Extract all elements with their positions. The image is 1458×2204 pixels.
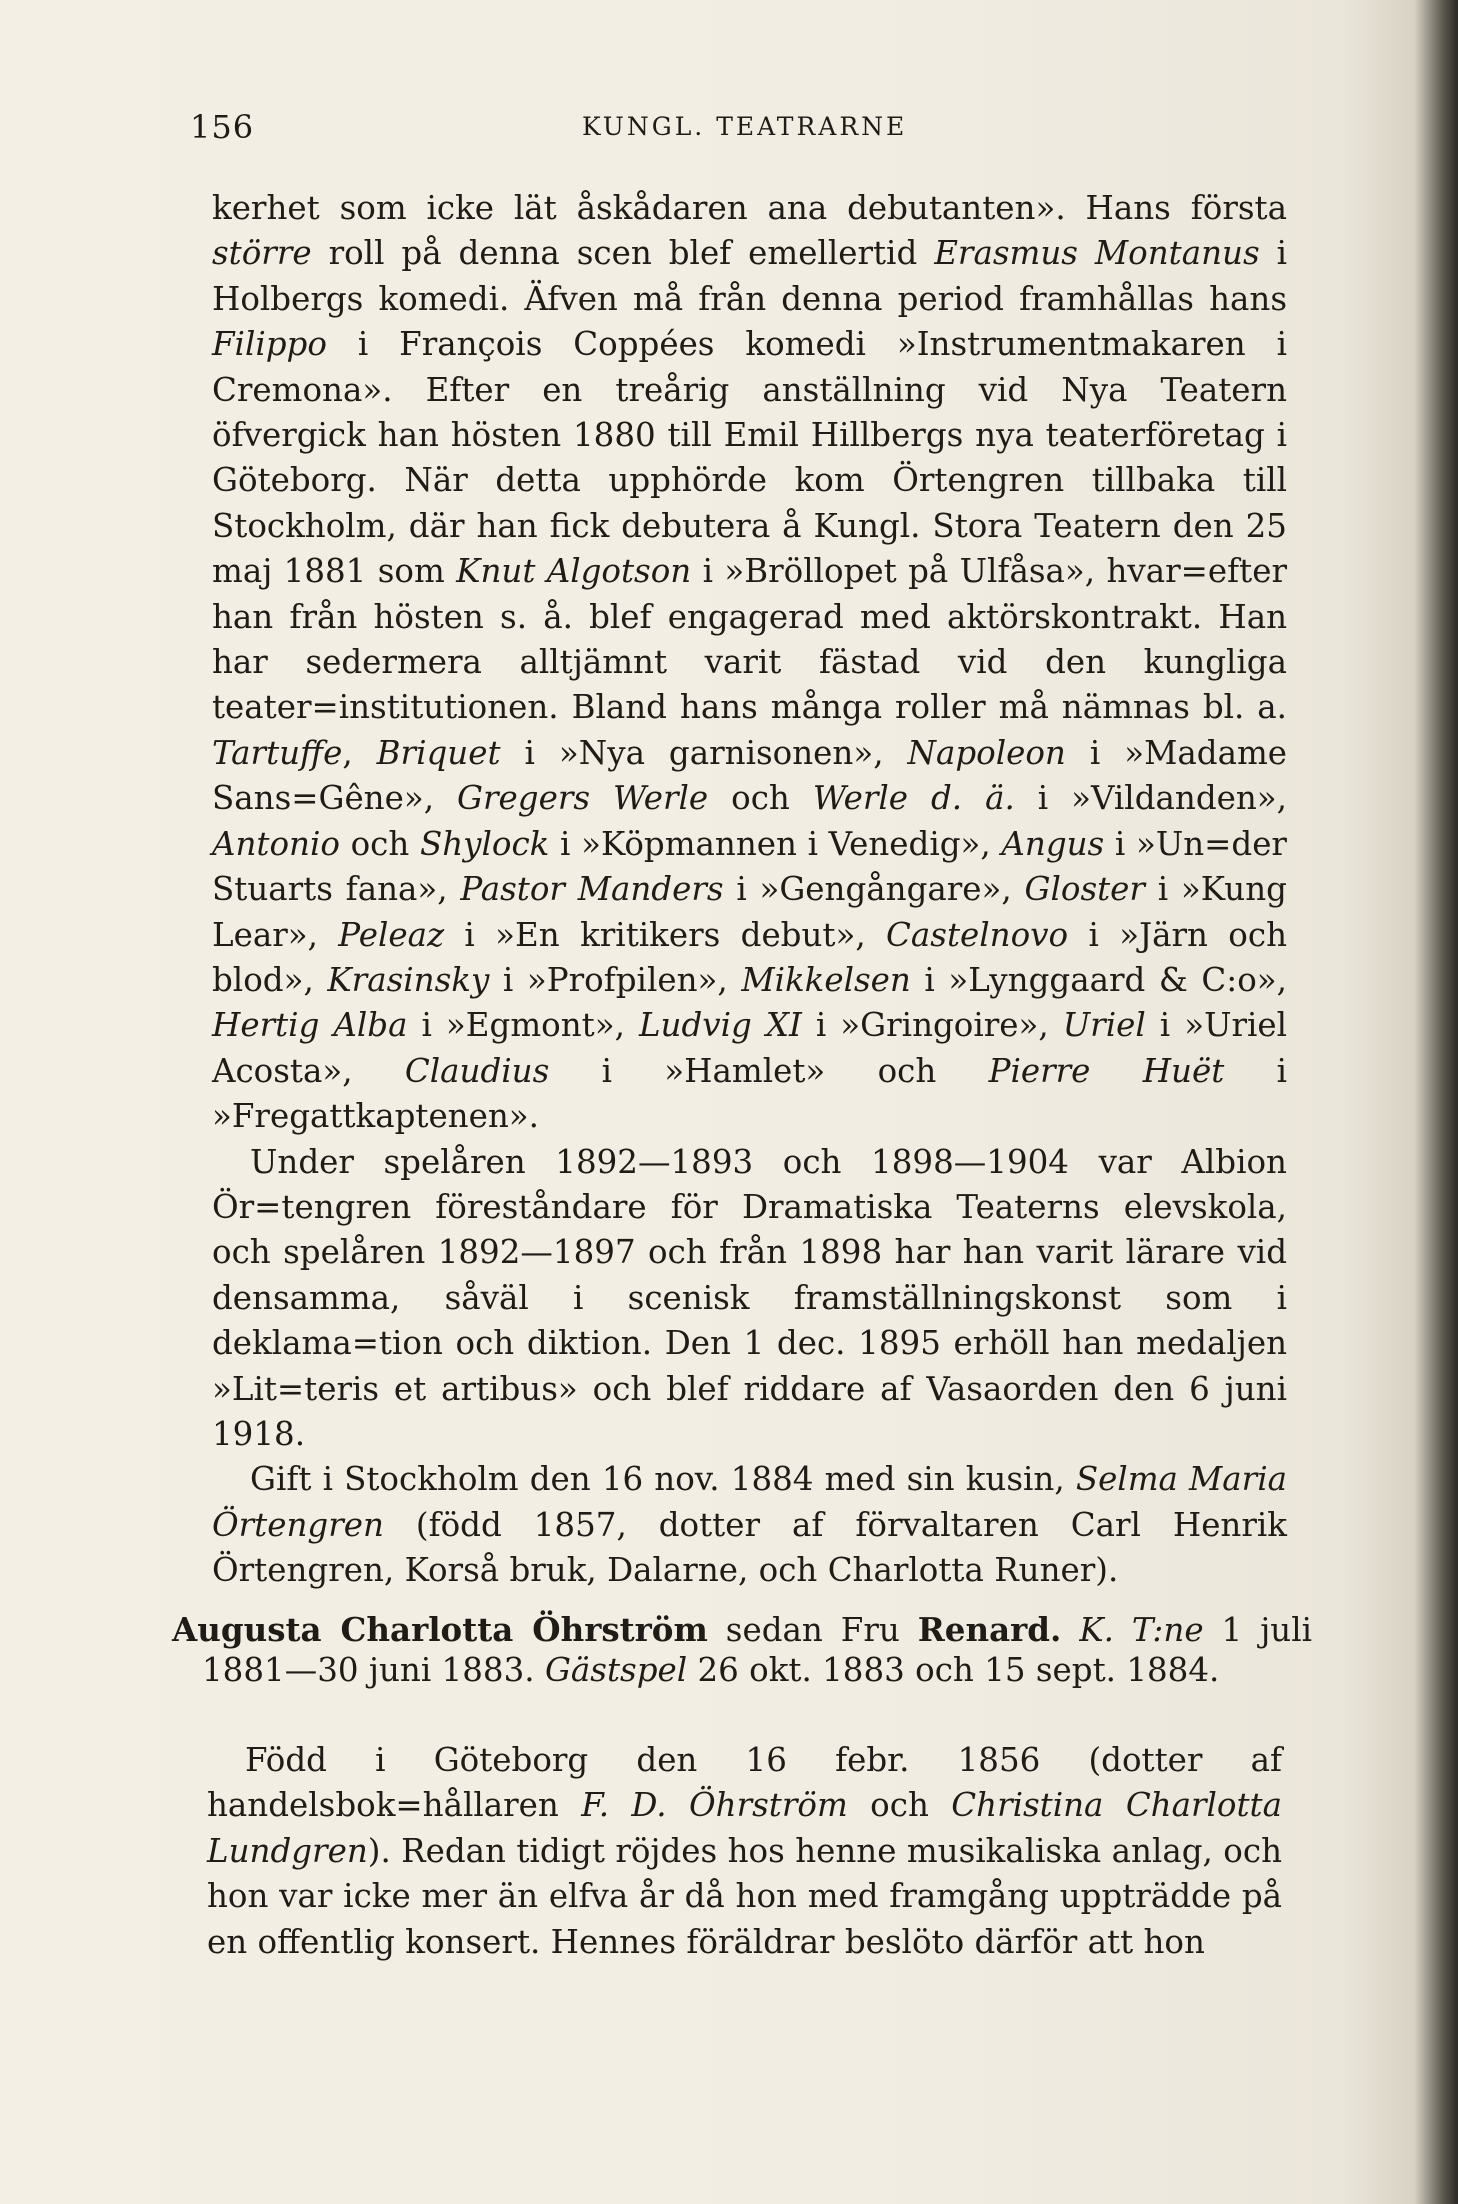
- running-head: KUNGL. TEATRARNE: [582, 112, 908, 141]
- entry-heading: Augusta Charlotta Öhrström sedan Fru Renard. K. T:ne 1 juli 1881—30 juni 1883. Gästspel 26 okt. 1883 och 15 sept. 1884.: [172, 1610, 1312, 1689]
- entry-text: [207, 1738, 1282, 1965]
- entry-name: Augusta Charlotta Öhrström: [172, 1610, 708, 1649]
- main-text: [212, 186, 1287, 1594]
- paragraph-career: kerhet som icke lät åskådaren ana debutanten». Hans första större roll på denna scen blef emellertid Erasmus Montanus i Holbergs komedi. Äfven må från denna period framhållas hans Filippo i François Coppées komedi »Instrumentmakaren i Cremona». Efter en treårig anställning vid Nya Teatern öfvergick han hösten 1880 till Emil Hillbergs nya teaterföretag i Göteborg. När detta upphörde kom Örtengren tillbaka till Stockholm, där han fick debutera å Kungl. Stora Teatern den 25 maj 1881 som Knut Algotson i »Bröllopet på Ulfåsa», hvar=efter han från hösten s. å. blef engagerad med aktörskontrakt. Han har sedermera alltjämnt varit fästad vid den kungliga teater=institutionen. Bland hans många roller må nämnas bl. a. Tartuffe, Briquet i »Nya garnisonen», Napoleon i »Madame Sans=Gêne», Gregers Werle och Werle d. ä. i »Vildanden», Antonio och Shylock i »Köpmannen i Venedig», Angus i »Un=der Stuarts fana», Pastor Manders i »Gengångare», Gloster i »Kung Lear», Peleaz i »En kritikers debut», Castelnovo i »Järn och blod», Krasinsky i »Profpilen», Mikkelsen i »Lynggaard & C:o», Hertig Alba i »Egmont», Ludvig XI i »Gringoire», Uriel i »Uriel Acosta», Claudius i »Hamlet» och Pierre Huët i »Fregattkaptenen».: [212, 189, 1288, 1136]
- page-header: [190, 108, 1300, 148]
- paragraph-school: Under spelåren 1892—1893 och 1898—1904 var Albion Ör=tengren föreståndare för Dramatiska Teaterns elevskola, och spelåren 1892—1897 och från 1898 har han varit lärare vid densamma, såväl i scenisk framställningskonst som i deklama=tion och diktion. Den 1 dec. 1895 erhöll han medaljen »Lit=teris et artibus» och blef riddare af Vasaorden den 6 juni 1918.: [212, 1142, 1287, 1453]
- paragraph-birth: Född i Göteborg den 16 febr. 1856 (dotter af handelsbok=hållaren F. D. Öhrström och Christina Charlotta Lundgren). Redan tidigt röjdes hos henne musikaliska anlag, och hon var icke mer än elfva år då hon med framgång uppträdde på en offentlig konsert. Hennes föräldrar beslöto därför att hon: [207, 1741, 1282, 1961]
- page-number: 156: [190, 108, 255, 146]
- paragraph-marriage: Gift i Stockholm den 16 nov. 1884 med sin kusin, Selma Maria Örtengren (född 1857, dotter af förvaltaren Carl Henrik Örtengren, Korså bruk, Dalarne, och Charlotta Runer).: [212, 1460, 1287, 1590]
